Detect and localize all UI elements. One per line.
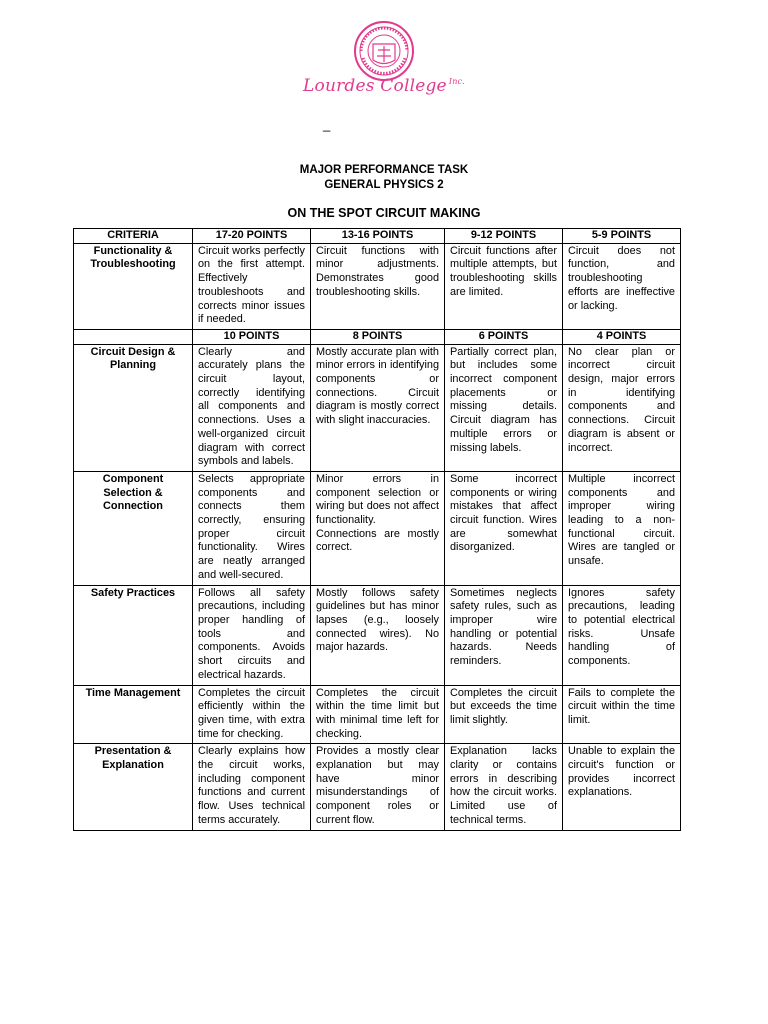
college-name	[0, 76, 768, 96]
descriptor-cell: Circuit functions after multiple attempts, but troubleshooting skills are limited.	[445, 243, 563, 329]
descriptor-cell: Some incorrect components or wiring mistakes that affect circuit function. Wires are somewhat disorganized.	[445, 471, 563, 585]
criteria-cell: Circuit Design & Planning	[74, 344, 193, 471]
descriptor-cell: Circuit functions with minor adjustments. Demonstrates good troubleshooting skills.	[311, 243, 445, 329]
descriptor-cell: Completes the circuit but exceeds the time limit slightly.	[445, 685, 563, 744]
table-row	[74, 344, 681, 471]
descriptor-cell: Clearly and accurately plans the circuit layout, correctly identifying all components and connections. Uses a well-organized circuit diagram with correct symbols and labels.	[193, 344, 311, 471]
descriptor-cell: Completes the circuit efficiently within the given time, with extra time for checking.	[193, 685, 311, 744]
descriptor-cell: Circuit does not function, and troubleshooting efforts are ineffective or lacking.	[563, 243, 681, 329]
criteria-cell: Presentation & Explanation	[74, 744, 193, 830]
table-row	[74, 744, 681, 830]
table-row	[74, 243, 681, 329]
header-row-primary	[74, 229, 681, 244]
descriptor-cell: Completes the circuit within the time limit but with minimal time left for checking.	[311, 685, 445, 744]
table-row	[74, 585, 681, 685]
dash-mark: _	[323, 117, 331, 132]
header-criteria: CRITERIA	[74, 229, 193, 244]
header-points-2b: 8 POINTS	[311, 329, 445, 344]
college-seal-logo	[353, 20, 415, 82]
descriptor-cell: Ignores safety precautions, leading to potential electrical risks. Unsafe handling of components.	[563, 585, 681, 685]
descriptor-cell: Multiple incorrect components and improper wiring leading to a non-functional circuit. Wires are tangled or unsafe.	[563, 471, 681, 585]
title-activity: ON THE SPOT CIRCUIT MAKING	[287, 206, 481, 220]
header-points-4b: 4 POINTS	[563, 329, 681, 344]
title-task: MAJOR PERFORMANCE TASK	[299, 164, 469, 176]
descriptor-cell: Follows all safety precautions, including proper handling of tools and components. Avoids short circuits and electrical hazards.	[193, 585, 311, 685]
header-points-3: 9-12 POINTS	[445, 229, 563, 244]
table-row	[74, 471, 681, 585]
descriptor-cell: Fails to complete the circuit within the time limit.	[563, 685, 681, 744]
descriptor-cell: Clearly explains how the circuit works, including component functions and current flow. Uses technical terms accurately.	[193, 744, 311, 830]
header-row-secondary	[74, 329, 681, 344]
table-row	[74, 685, 681, 744]
header-blank	[74, 329, 193, 344]
header-points-3b: 6 POINTS	[445, 329, 563, 344]
college-name-text: Lourdes College	[303, 76, 447, 96]
descriptor-cell: Minor errors in component selection or wiring but does not affect functionality. Connections are mostly correct.	[311, 471, 445, 585]
document-titles	[0, 163, 768, 220]
descriptor-cell: Partially correct plan, but includes some incorrect component placements or missing details. Circuit diagram has multiple errors or missing labels.	[445, 344, 563, 471]
descriptor-cell: Unable to explain the circuit's function or provides incorrect explanations.	[563, 744, 681, 830]
criteria-cell: Time Management	[74, 685, 193, 744]
criteria-cell: Safety Practices	[74, 585, 193, 685]
header-points-4: 5-9 POINTS	[563, 229, 681, 244]
header-points-2: 13-16 POINTS	[311, 229, 445, 244]
descriptor-cell: Sometimes neglects safety rules, such as improper wire handling or potential hazards. Needs reminders.	[445, 585, 563, 685]
descriptor-cell: Mostly follows safety guidelines but has minor lapses (e.g., loosely connected wires). No major hazards.	[311, 585, 445, 685]
college-seal-container	[0, 20, 768, 82]
descriptor-cell: No clear plan or incorrect circuit design, major errors in identifying components and connections. Circuit diagram is absent or incorrect.	[563, 344, 681, 471]
descriptor-cell: Explanation lacks clarity or contains errors in describing how the circuit works. Limited use of technical terms.	[445, 744, 563, 830]
descriptor-cell: Provides a mostly clear explanation but may have minor misunderstandings of component roles or current flow.	[311, 744, 445, 830]
rubric-table	[73, 228, 681, 831]
criteria-cell: Component Selection & Connection	[74, 471, 193, 585]
criteria-cell: Functionality & Troubleshooting	[74, 243, 193, 329]
header-points-1b: 10 POINTS	[193, 329, 311, 344]
descriptor-cell: Circuit works perfectly on the first attempt. Effectively troubleshoots and corrects minor issues if needed.	[193, 243, 311, 329]
descriptor-cell: Selects appropriate components and connects them correctly, ensuring proper circuit functionality. Wires are neatly arranged and well-secured.	[193, 471, 311, 585]
descriptor-cell: Mostly accurate plan with minor errors in identifying components or connections. Circuit diagram is mostly correct with slight inaccuracies.	[311, 344, 445, 471]
title-subject: GENERAL PHYSICS 2	[324, 179, 444, 191]
header-points-1: 17-20 POINTS	[193, 229, 311, 244]
college-suffix: Inc.	[448, 77, 465, 86]
